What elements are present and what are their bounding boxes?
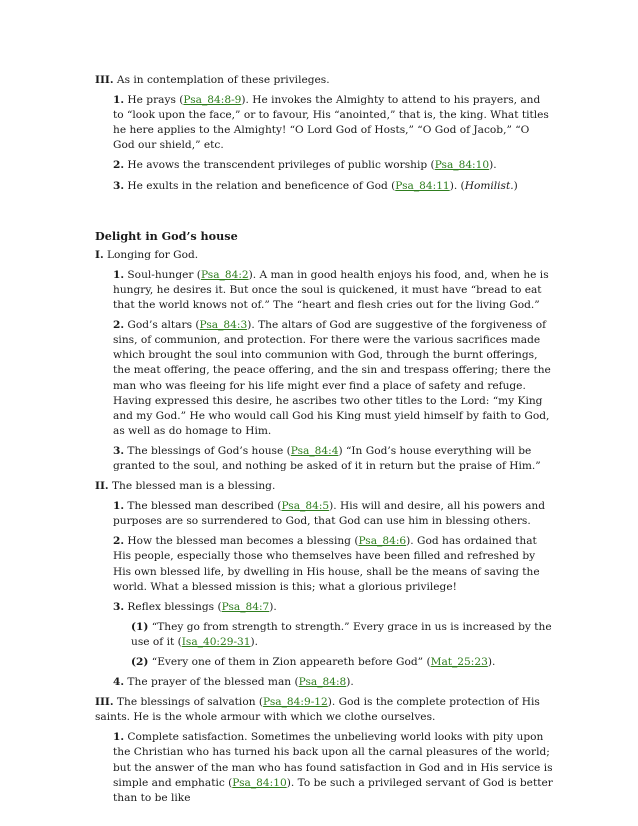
point-number: III. xyxy=(95,696,114,709)
point-number: 3. xyxy=(113,444,125,457)
subpoint-2: 2. He avows the transcendent privileges of public worship (Psa_84:10). xyxy=(113,159,497,172)
scripture-link[interactable]: Psa_84:5 xyxy=(281,500,330,513)
scripture-link[interactable]: Psa_84:2 xyxy=(200,268,249,281)
sub-subpoint-2: (2) “Every one of them in Zion appeareth before God” (Mat_25:23). xyxy=(131,656,496,668)
scripture-link[interactable]: Psa_84:4 xyxy=(290,444,339,457)
subpoint-3: 3. He exults in the relation and beneficence of God (Psa_84:11). (Homilist.) xyxy=(113,179,518,192)
scripture-link[interactable]: Mat_25:23 xyxy=(430,656,488,668)
point-text: As in contemplation of these privileges. xyxy=(113,74,330,86)
scripture-link[interactable]: Psa_84:8 xyxy=(298,676,347,689)
subpoint-3: 3. Reflex blessings (Psa_84:7). xyxy=(113,600,277,613)
point-number: 4. xyxy=(113,676,125,689)
point-number: 2. xyxy=(113,159,125,172)
scripture-link[interactable]: Psa_84:7 xyxy=(221,600,270,613)
scripture-link[interactable]: Isa_40:29-31 xyxy=(181,635,251,648)
main-point-i: I. Longing for God. xyxy=(95,248,199,261)
subpoint-1: 1. Complete satisfaction. Sometimes the unbelieving world looks with pity upon the Christian who has turned his back upon all the carnal pleasures of the world; but the answer of the man who has found satisfaction in God and in His service is simple and emphatic (Psa_84:10). To be such a privileged servant of God is better than to be like xyxy=(113,731,553,804)
point-number: 3. xyxy=(113,179,125,192)
point-number: III. xyxy=(95,74,114,86)
point-number: I. xyxy=(95,248,104,261)
scripture-link[interactable]: Psa_84:9-12 xyxy=(263,696,328,709)
scripture-link[interactable]: Psa_84:10 xyxy=(434,159,490,172)
point-number: (2) xyxy=(131,656,149,668)
scripture-link[interactable]: Psa_84:6 xyxy=(358,535,407,548)
point-number: 1. xyxy=(113,731,125,744)
point-number: 2. xyxy=(113,319,125,332)
scripture-link[interactable]: Psa_84:3 xyxy=(199,319,248,332)
point-number: (1) xyxy=(131,620,149,633)
section-point-iii xyxy=(95,73,553,88)
subpoint-3: 3. The blessings of God’s house (Psa_84:4) “In God’s house everything will be granted to the soul, and nothing be asked of it in return but the praise of Him.” xyxy=(113,444,541,472)
sub-subpoint-1: (1) “They go from strength to strength.” Every grace in us is increased by the use of it (Isa_40:29-31). xyxy=(131,620,552,648)
page-content xyxy=(95,73,553,811)
point-number: 2. xyxy=(113,535,125,548)
section-spacer xyxy=(95,199,553,229)
point-number: 1. xyxy=(113,94,125,107)
subpoint-1: 1. He prays (Psa_84:8-9). He invokes the Almighty to attend to his prayers, and to “look upon the face,” or to favour, His “anointed,” that is, the king. What titles he here applies to the Almighty! “O Lord God of Hosts,” “O God of Jacob,” “O God our shield,” etc. xyxy=(113,94,549,152)
section-heading: Delight in God’s house xyxy=(95,228,238,243)
subpoint-1: 1. The blessed man described (Psa_84:5). His will and desire, all his powers and purposes are so surrendered to God, that God can use him in blessing others. xyxy=(113,500,546,528)
subpoint-1: 1. Soul-hunger (Psa_84:2). A man in good health enjoys his food, and, when he is hungry, he desires it. But once the soul is quickened, it must have “bread to eat that the world knows not of.” The “heart and flesh cries out for the living God.” xyxy=(113,268,549,312)
subpoint-2: 2. God’s altars (Psa_84:3). The altars of God are suggestive of the forgiveness of sins, of communion, and protection. For there were the various sacrifices made which brought the soul into communion with God, through the burnt offerings, the meat offering, the peace offering, and the sin and trespass offering; there the man who was fleeing for his life might ever find a place of safety and refuge. Having expressed this desire, he ascribes two other titles to the Lord: “my King and my God.” He who would call God his King must yield himself by faith to God, as well as do homage to Him. xyxy=(113,319,551,437)
source-citation: Homilist. xyxy=(464,179,514,192)
main-point-iii: III. The blessings of salvation (Psa_84:9-12). God is the complete protection of His saints. He is the whole armour with which we clothe ourselves. xyxy=(95,696,540,724)
scripture-link[interactable]: Psa_84:11 xyxy=(395,179,450,192)
point-number: 1. xyxy=(113,268,125,281)
point-number: 1. xyxy=(113,500,125,513)
subpoint-4: 4. The prayer of the blessed man (Psa_84:8). xyxy=(113,676,354,689)
point-number: 3. xyxy=(113,600,125,613)
point-number: II. xyxy=(95,480,109,493)
scripture-link[interactable]: Psa_84:10 xyxy=(232,776,287,789)
subpoint-2: 2. How the blessed man becomes a blessing (Psa_84:6). God has ordained that His people, especially those who themselves have been filled and refreshed by His own blessed life, by dwelling in His house, shall be the means of saving the world. What a blessed mission is this; what a glorious privilege! xyxy=(113,535,540,593)
scripture-link[interactable]: Psa_84:8-9 xyxy=(183,94,242,107)
main-point-ii: II. The blessed man is a blessing. xyxy=(95,480,276,493)
